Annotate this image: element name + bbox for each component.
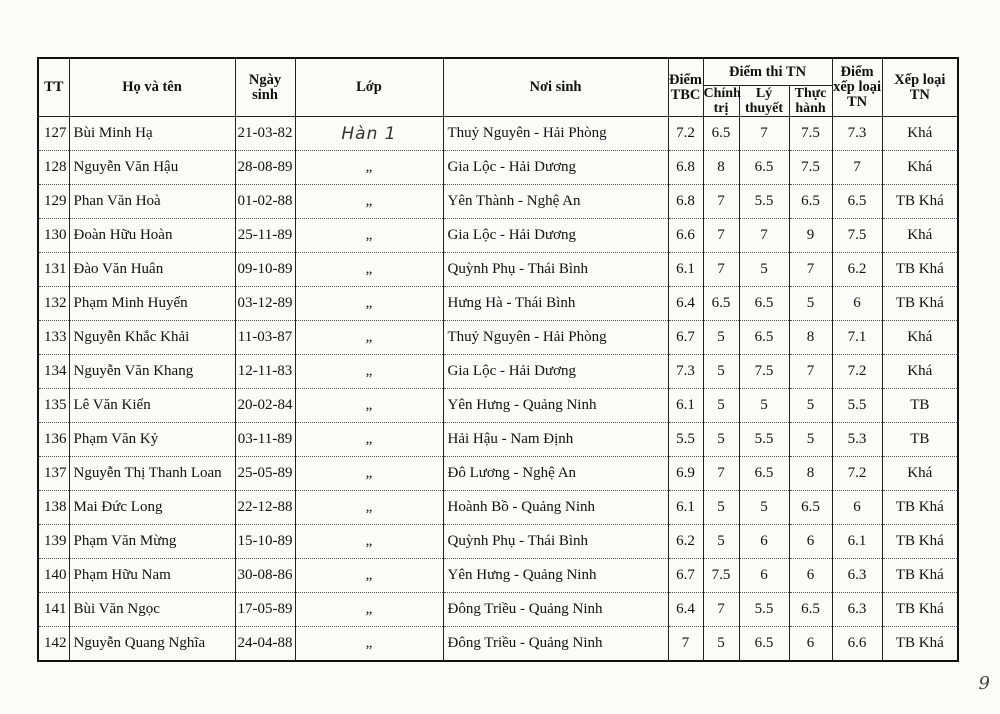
student-name-cell: Nguyễn Thị Thanh Loan <box>69 457 235 491</box>
rank-score-cell: 6.3 <box>832 593 882 627</box>
class-name-cell: „ <box>295 219 443 253</box>
score-tbc-cell: 7 <box>668 627 703 662</box>
table-row <box>38 559 958 593</box>
score-practice-cell: 5 <box>789 287 832 321</box>
score-practice-cell: 7.5 <box>789 151 832 185</box>
rank-cell: TB Khá <box>882 253 958 287</box>
row-number-cell: 139 <box>38 525 69 559</box>
header-rank: Xếp loại TN <box>882 58 958 117</box>
score-theory-cell: 6.5 <box>739 457 789 491</box>
score-practice-cell: 8 <box>789 457 832 491</box>
row-number-cell: 129 <box>38 185 69 219</box>
birthplace-cell: Yên Hưng - Quảng Ninh <box>443 389 668 423</box>
rank-score-cell: 6.2 <box>832 253 882 287</box>
score-theory-cell: 5 <box>739 491 789 525</box>
header-rank-score: Điểm xếp loại TN <box>832 58 882 117</box>
rank-score-cell: 7.2 <box>832 355 882 389</box>
rank-score-cell: 7.5 <box>832 219 882 253</box>
student-name-cell: Đào Văn Huân <box>69 253 235 287</box>
score-theory-cell: 7.5 <box>739 355 789 389</box>
birthplace-cell: Yên Hưng - Quảng Ninh <box>443 559 668 593</box>
score-politics-cell: 7 <box>703 219 739 253</box>
rank-score-cell: 7.1 <box>832 321 882 355</box>
score-politics-cell: 8 <box>703 151 739 185</box>
date-of-birth-cell: 01-02-88 <box>235 185 295 219</box>
class-name-cell: „ <box>295 151 443 185</box>
date-of-birth-cell: 09-10-89 <box>235 253 295 287</box>
date-of-birth-cell: 25-11-89 <box>235 219 295 253</box>
header-birthplace: Nơi sinh <box>443 58 668 117</box>
birthplace-cell: Yên Thành - Nghệ An <box>443 185 668 219</box>
class-name-cell: „ <box>295 525 443 559</box>
student-name-cell: Nguyễn Khắc Khải <box>69 321 235 355</box>
row-number-cell: 138 <box>38 491 69 525</box>
score-practice-cell: 7.5 <box>789 117 832 151</box>
row-number-cell: 130 <box>38 219 69 253</box>
birthplace-cell: Thuỷ Nguyên - Hải Phòng <box>443 321 668 355</box>
birthplace-cell: Đông Triều - Quảng Ninh <box>443 627 668 662</box>
birthplace-cell: Quỳnh Phụ - Thái Bình <box>443 525 668 559</box>
score-practice-cell: 6 <box>789 559 832 593</box>
row-number-cell: 134 <box>38 355 69 389</box>
score-theory-cell: 5.5 <box>739 185 789 219</box>
rank-score-cell: 6.1 <box>832 525 882 559</box>
birthplace-cell: Đông Triều - Quảng Ninh <box>443 593 668 627</box>
score-theory-cell: 5.5 <box>739 423 789 457</box>
table-row <box>38 525 958 559</box>
date-of-birth-cell: 11-03-87 <box>235 321 295 355</box>
score-practice-cell: 6.5 <box>789 185 832 219</box>
birthplace-cell: Hải Hậu - Nam Định <box>443 423 668 457</box>
student-name-cell: Đoàn Hữu Hoàn <box>69 219 235 253</box>
score-practice-cell: 8 <box>789 321 832 355</box>
score-politics-cell: 7 <box>703 253 739 287</box>
header-tt: TT <box>38 58 69 117</box>
score-theory-cell: 6 <box>739 525 789 559</box>
score-politics-cell: 6.5 <box>703 287 739 321</box>
row-number-cell: 140 <box>38 559 69 593</box>
date-of-birth-cell: 28-08-89 <box>235 151 295 185</box>
student-name-cell: Lê Văn Kiển <box>69 389 235 423</box>
date-of-birth-cell: 24-04-88 <box>235 627 295 662</box>
date-of-birth-cell: 15-10-89 <box>235 525 295 559</box>
grade-sheet <box>37 57 957 662</box>
rank-cell: TB Khá <box>882 559 958 593</box>
rank-score-cell: 5.3 <box>832 423 882 457</box>
rank-score-cell: 6.6 <box>832 627 882 662</box>
class-name-cell: „ <box>295 389 443 423</box>
header-politics: Chính trị <box>703 86 741 116</box>
rank-score-cell: 7.2 <box>832 457 882 491</box>
score-theory-cell: 6.5 <box>739 321 789 355</box>
student-name-cell: Nguyễn Quang Nghĩa <box>69 627 235 662</box>
date-of-birth-cell: 03-12-89 <box>235 287 295 321</box>
class-name-cell: „ <box>295 287 443 321</box>
student-name-cell: Phạm Văn Kỷ <box>69 423 235 457</box>
header-theory: Lý thuyết <box>739 86 789 117</box>
date-of-birth-cell: 20-02-84 <box>235 389 295 423</box>
header-class: Lớp <box>295 58 443 117</box>
rank-cell: TB <box>882 389 958 423</box>
rank-score-cell: 6.3 <box>832 559 882 593</box>
header-tbc: Điểm TBC <box>668 58 703 117</box>
score-tbc-cell: 7.3 <box>668 355 703 389</box>
score-practice-cell: 6 <box>789 525 832 559</box>
class-name-cell: „ <box>295 185 443 219</box>
table-row <box>38 423 958 457</box>
table-row <box>38 253 958 287</box>
class-name-cell: Hàn 1 <box>295 117 443 151</box>
student-name-cell: Phan Văn Hoà <box>69 185 235 219</box>
header-dob: Ngày sinh <box>235 58 295 117</box>
class-name-cell: „ <box>295 457 443 491</box>
row-number-cell: 142 <box>38 627 69 662</box>
rank-cell: TB Khá <box>882 287 958 321</box>
page-number: 9 <box>978 673 990 694</box>
row-number-cell: 131 <box>38 253 69 287</box>
score-politics-cell: 7.5 <box>703 559 739 593</box>
score-theory-cell: 5 <box>739 389 789 423</box>
table-row <box>38 185 958 219</box>
rank-score-cell: 7.3 <box>832 117 882 151</box>
class-name-cell: „ <box>295 593 443 627</box>
row-number-cell: 136 <box>38 423 69 457</box>
birthplace-cell: Hưng Hà - Thái Bình <box>443 287 668 321</box>
row-number-cell: 132 <box>38 287 69 321</box>
birthplace-cell: Gia Lộc - Hải Dương <box>443 151 668 185</box>
score-tbc-cell: 6.8 <box>668 151 703 185</box>
score-tbc-cell: 5.5 <box>668 423 703 457</box>
class-name-cell: „ <box>295 355 443 389</box>
score-politics-cell: 6.5 <box>703 117 739 151</box>
date-of-birth-cell: 22-12-88 <box>235 491 295 525</box>
date-of-birth-cell: 21-03-82 <box>235 117 295 151</box>
student-name-cell: Nguyễn Văn Hậu <box>69 151 235 185</box>
score-tbc-cell: 6.1 <box>668 389 703 423</box>
student-name-cell: Nguyễn Văn Khang <box>69 355 235 389</box>
table-row <box>38 219 958 253</box>
birthplace-cell: Gia Lộc - Hải Dương <box>443 219 668 253</box>
birthplace-cell: Gia Lộc - Hải Dương <box>443 355 668 389</box>
rank-cell: Khá <box>882 117 958 151</box>
score-tbc-cell: 6.8 <box>668 185 703 219</box>
score-theory-cell: 7 <box>739 117 789 151</box>
score-tbc-cell: 6.7 <box>668 559 703 593</box>
rank-cell: TB Khá <box>882 525 958 559</box>
birthplace-cell: Quỳnh Phụ - Thái Bình <box>443 253 668 287</box>
date-of-birth-cell: 12-11-83 <box>235 355 295 389</box>
score-theory-cell: 7 <box>739 219 789 253</box>
score-tbc-cell: 6.4 <box>668 593 703 627</box>
score-politics-cell: 7 <box>703 185 739 219</box>
class-name-cell: „ <box>295 491 443 525</box>
score-theory-cell: 6.5 <box>739 627 789 662</box>
rank-cell: Khá <box>882 457 958 491</box>
score-theory-cell: 6.5 <box>739 287 789 321</box>
student-name-cell: Mai Đức Long <box>69 491 235 525</box>
rank-cell: TB <box>882 423 958 457</box>
rank-cell: TB Khá <box>882 627 958 662</box>
score-politics-cell: 5 <box>703 525 739 559</box>
rank-score-cell: 6 <box>832 287 882 321</box>
student-name-cell: Bùi Văn Ngọc <box>69 593 235 627</box>
score-practice-cell: 9 <box>789 219 832 253</box>
class-name-cell: „ <box>295 321 443 355</box>
row-number-cell: 127 <box>38 117 69 151</box>
row-number-cell: 135 <box>38 389 69 423</box>
score-tbc-cell: 6.4 <box>668 287 703 321</box>
table-row <box>38 389 958 423</box>
student-name-cell: Phạm Minh Huyến <box>69 287 235 321</box>
student-name-cell: Phạm Văn Mừng <box>69 525 235 559</box>
score-politics-cell: 5 <box>703 491 739 525</box>
table-row <box>38 491 958 525</box>
score-politics-cell: 5 <box>703 627 739 662</box>
score-practice-cell: 6.5 <box>789 491 832 525</box>
row-number-cell: 128 <box>38 151 69 185</box>
row-number-cell: 137 <box>38 457 69 491</box>
score-practice-cell: 7 <box>789 355 832 389</box>
score-practice-cell: 6.5 <box>789 593 832 627</box>
score-practice-cell: 6 <box>789 627 832 662</box>
table-row <box>38 117 958 151</box>
score-theory-cell: 6 <box>739 559 789 593</box>
score-politics-cell: 7 <box>703 593 739 627</box>
class-name-cell: „ <box>295 423 443 457</box>
score-practice-cell: 5 <box>789 389 832 423</box>
table-row <box>38 627 958 662</box>
class-name-cell: „ <box>295 253 443 287</box>
table-row <box>38 457 958 491</box>
table-row <box>38 151 958 185</box>
header-exam-group: Điểm thi TN <box>703 58 832 86</box>
rank-cell: TB Khá <box>882 593 958 627</box>
score-tbc-cell: 7.2 <box>668 117 703 151</box>
birthplace-cell: Hoành Bồ - Quảng Ninh <box>443 491 668 525</box>
rank-cell: TB Khá <box>882 185 958 219</box>
class-name-cell: „ <box>295 627 443 662</box>
header-practice: Thực hành <box>789 86 832 117</box>
student-name-cell: Bùi Minh Hạ <box>69 117 235 151</box>
score-tbc-cell: 6.7 <box>668 321 703 355</box>
header-name: Họ và tên <box>69 58 235 117</box>
score-theory-cell: 6.5 <box>739 151 789 185</box>
date-of-birth-cell: 30-08-86 <box>235 559 295 593</box>
date-of-birth-cell: 03-11-89 <box>235 423 295 457</box>
rank-cell: Khá <box>882 151 958 185</box>
rank-score-cell: 5.5 <box>832 389 882 423</box>
table-body <box>38 117 958 662</box>
class-name-cell: „ <box>295 559 443 593</box>
score-politics-cell: 5 <box>703 355 739 389</box>
table-row <box>38 287 958 321</box>
rank-score-cell: 6.5 <box>832 185 882 219</box>
rank-cell: Khá <box>882 219 958 253</box>
graduation-results-table <box>37 57 959 662</box>
score-theory-cell: 5.5 <box>739 593 789 627</box>
score-politics-cell: 5 <box>703 321 739 355</box>
rank-score-cell: 6 <box>832 491 882 525</box>
date-of-birth-cell: 25-05-89 <box>235 457 295 491</box>
score-politics-cell: 5 <box>703 389 739 423</box>
score-theory-cell: 5 <box>739 253 789 287</box>
birthplace-cell: Thuỷ Nguyên - Hải Phòng <box>443 117 668 151</box>
score-practice-cell: 7 <box>789 253 832 287</box>
rank-cell: Khá <box>882 321 958 355</box>
table-row <box>38 355 958 389</box>
score-tbc-cell: 6.1 <box>668 253 703 287</box>
row-number-cell: 133 <box>38 321 69 355</box>
score-politics-cell: 7 <box>703 457 739 491</box>
rank-cell: Khá <box>882 355 958 389</box>
date-of-birth-cell: 17-05-89 <box>235 593 295 627</box>
score-tbc-cell: 6.1 <box>668 491 703 525</box>
rank-score-cell: 7 <box>832 151 882 185</box>
score-practice-cell: 5 <box>789 423 832 457</box>
score-tbc-cell: 6.2 <box>668 525 703 559</box>
rank-cell: TB Khá <box>882 491 958 525</box>
table-row <box>38 321 958 355</box>
student-name-cell: Phạm Hữu Nam <box>69 559 235 593</box>
row-number-cell: 141 <box>38 593 69 627</box>
birthplace-cell: Đô Lương - Nghệ An <box>443 457 668 491</box>
score-tbc-cell: 6.9 <box>668 457 703 491</box>
score-politics-cell: 5 <box>703 423 739 457</box>
score-tbc-cell: 6.6 <box>668 219 703 253</box>
table-row <box>38 593 958 627</box>
